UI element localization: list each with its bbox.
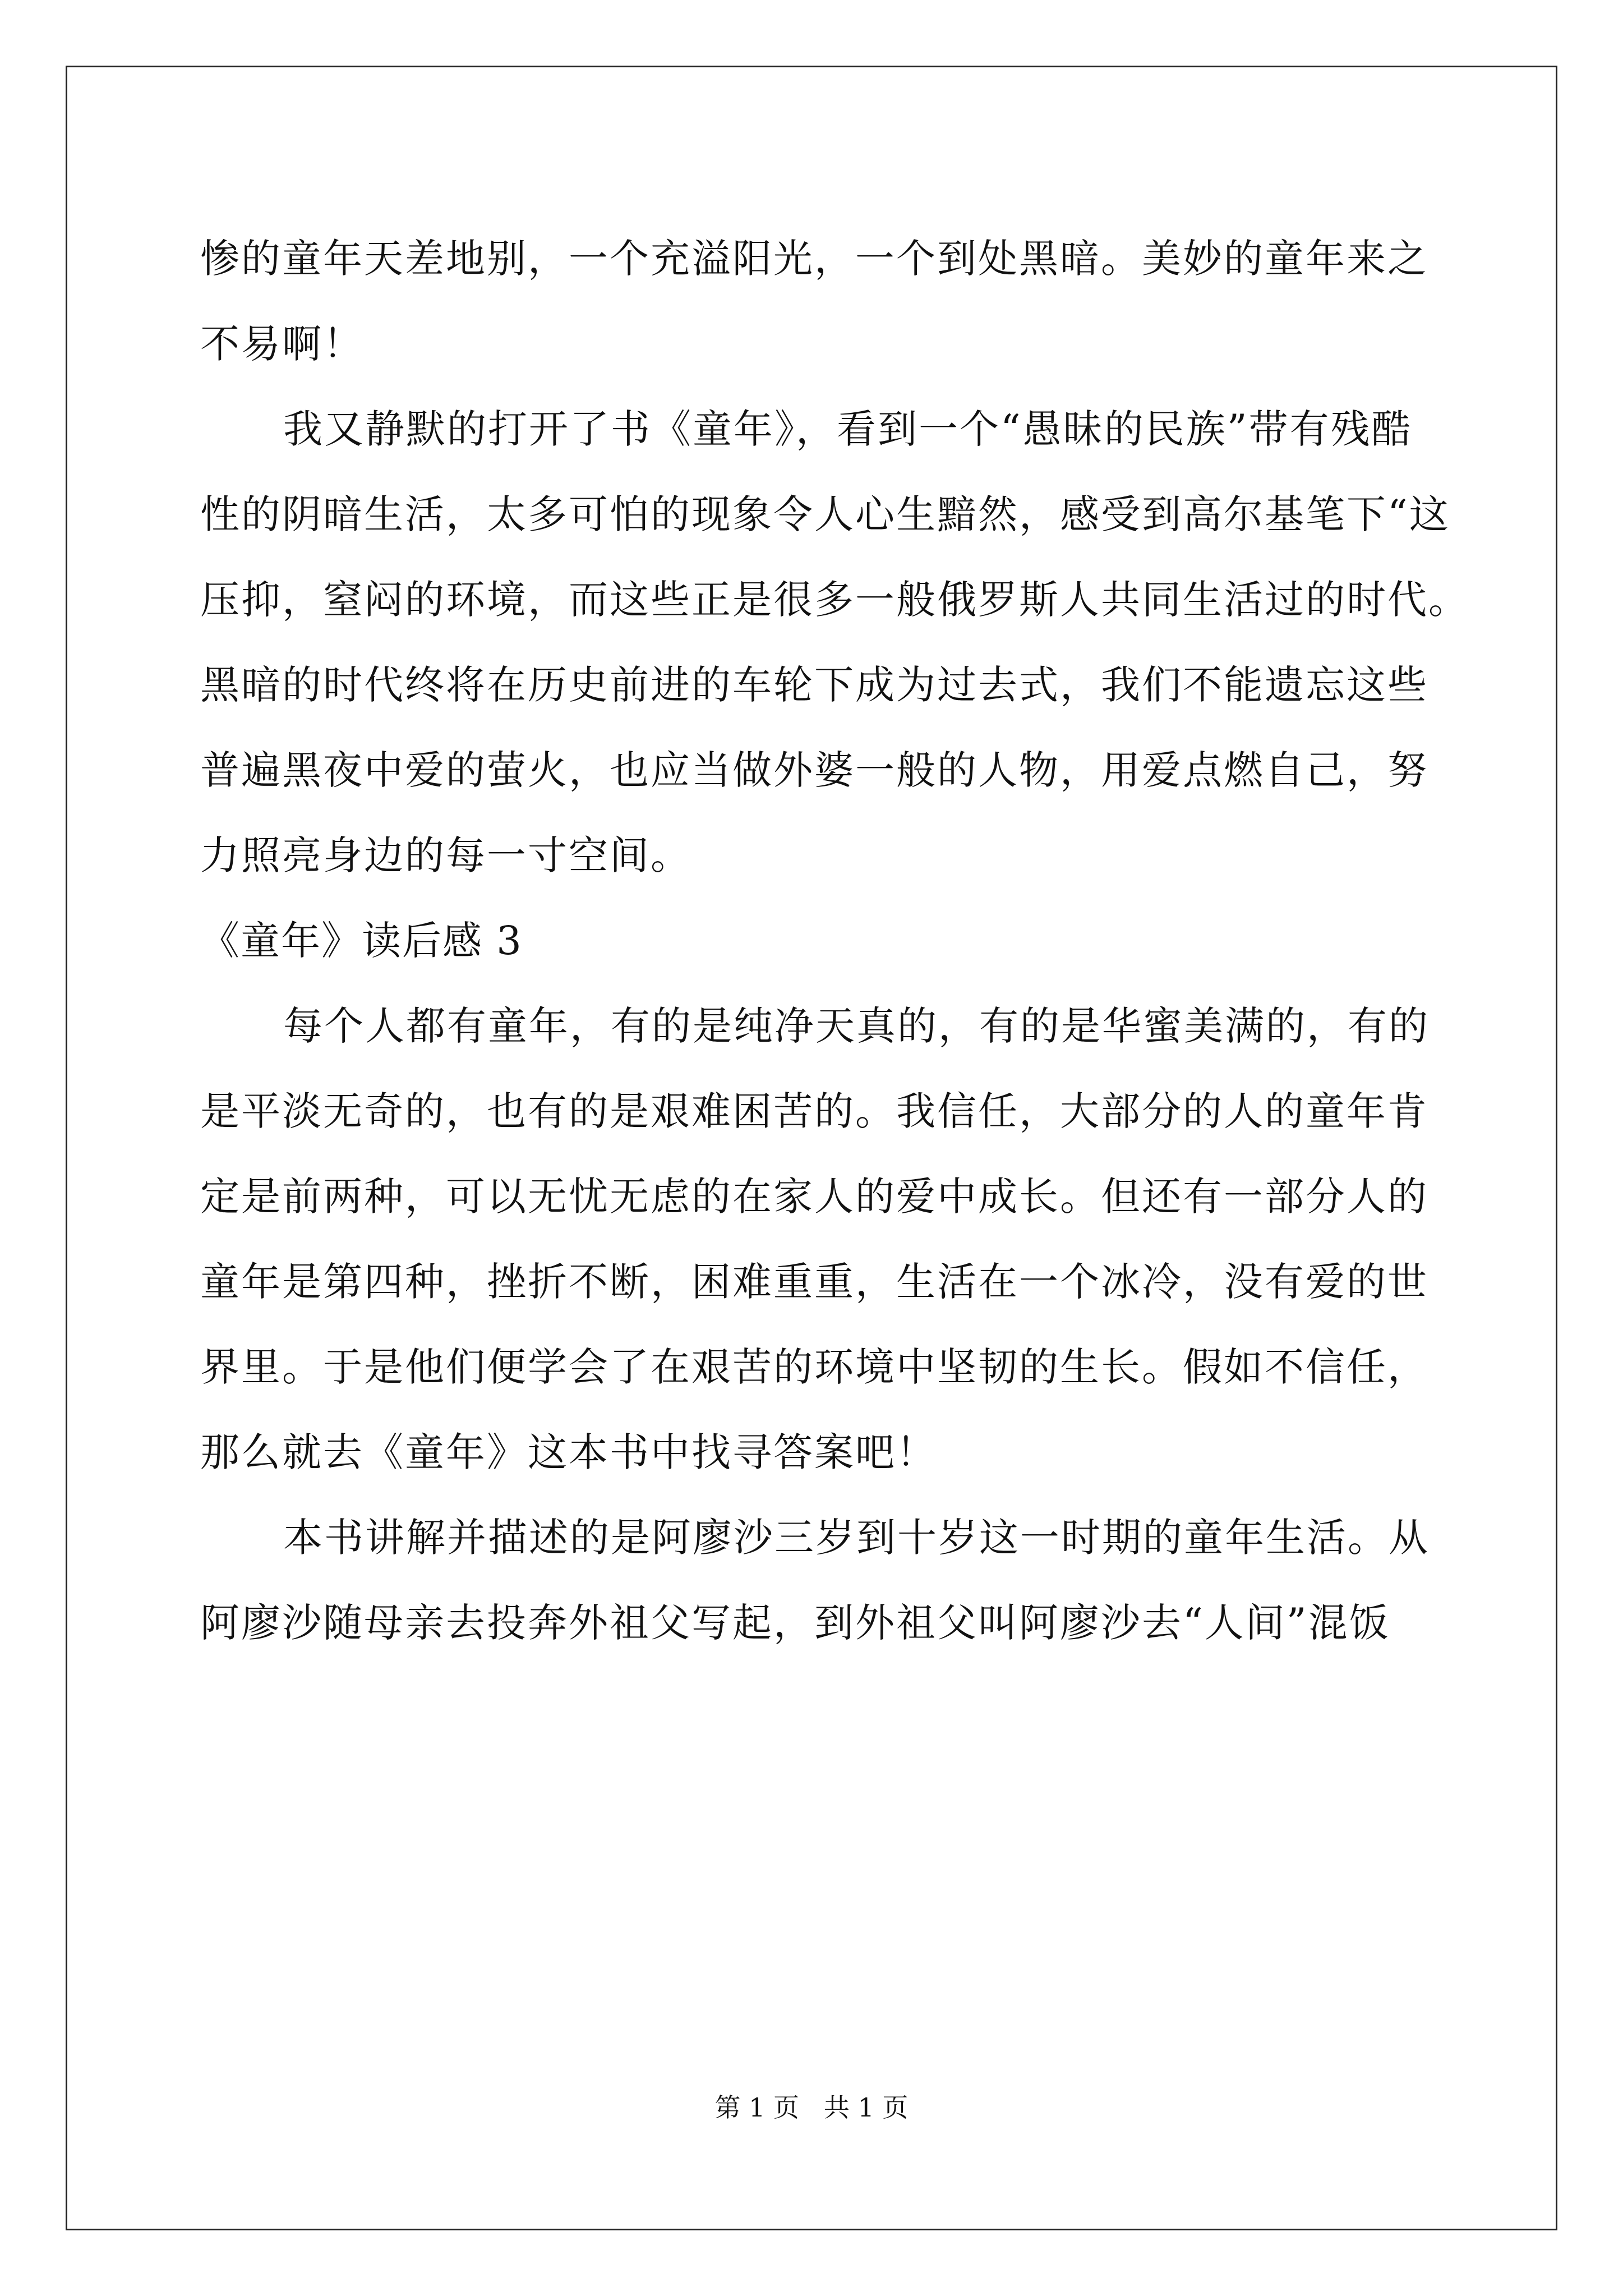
paragraph-line: 每个人都有童年，有的是纯净天真的，有的是华蜜美满的，有的 — [283, 1003, 1430, 1049]
paragraph-line: 那么就去《童年》这本书中找寻答案吧！ — [200, 1429, 937, 1475]
paragraph-line: 本书讲解并描述的是阿廖沙三岁到十岁这一时期的童年生活。从 — [283, 1515, 1430, 1561]
paragraph-line: 力照亮身边的每一寸空间。 — [200, 832, 691, 878]
paragraph-line: 阿廖沙随母亲去投奔外祖父写起，到外祖父叫阿廖沙去“人间”混饭 — [200, 1600, 1390, 1646]
paragraph-line: 惨的童年天差地别，一个充溢阳光，一个到处黑暗。美妙的童年来之 — [200, 236, 1428, 282]
paragraph-line: 我又静默的打开了书《童年》，看到一个“愚昧的民族”带有残酷 — [283, 406, 1413, 452]
section-heading: 《童年》读后感 3 — [200, 918, 523, 964]
paragraph-line: 童年是第四种，挫折不断，困难重重，生活在一个冰冷，没有爱的世 — [200, 1259, 1428, 1305]
paragraph-line: 是平淡无奇的，也有的是艰难困苦的。我信任，大部分的人的童年肯 — [200, 1088, 1428, 1134]
paragraph-line: 压抑，窒闷的环境，而这些正是很多一般俄罗斯人共同生活过的时代。 — [200, 577, 1469, 623]
paragraph-line: 黑暗的时代终将在历史前进的车轮下成为过去式，我们不能遗忘这些 — [200, 662, 1428, 708]
paragraph-line: 不易啊！ — [200, 321, 364, 367]
page-number-footer: 第 1 页 共 1 页 — [714, 2092, 909, 2123]
paragraph-line: 定是前两种，可以无忧无虑的在家人的爱中成长。但还有一部分人的 — [200, 1174, 1428, 1220]
paragraph-line: 界里。于是他们便学会了在艰苦的环境中坚韧的生长。假如不信任， — [200, 1344, 1428, 1390]
document-body — [200, 216, 1469, 1665]
paragraph-line: 普遍黑夜中爱的萤火，也应当做外婆一般的人物，用爱点燃自己，努 — [200, 747, 1428, 793]
paragraph-line: 性的阴暗生活，太多可怕的现象令人心生黯然，感受到高尔基笔下“这 — [200, 491, 1450, 537]
